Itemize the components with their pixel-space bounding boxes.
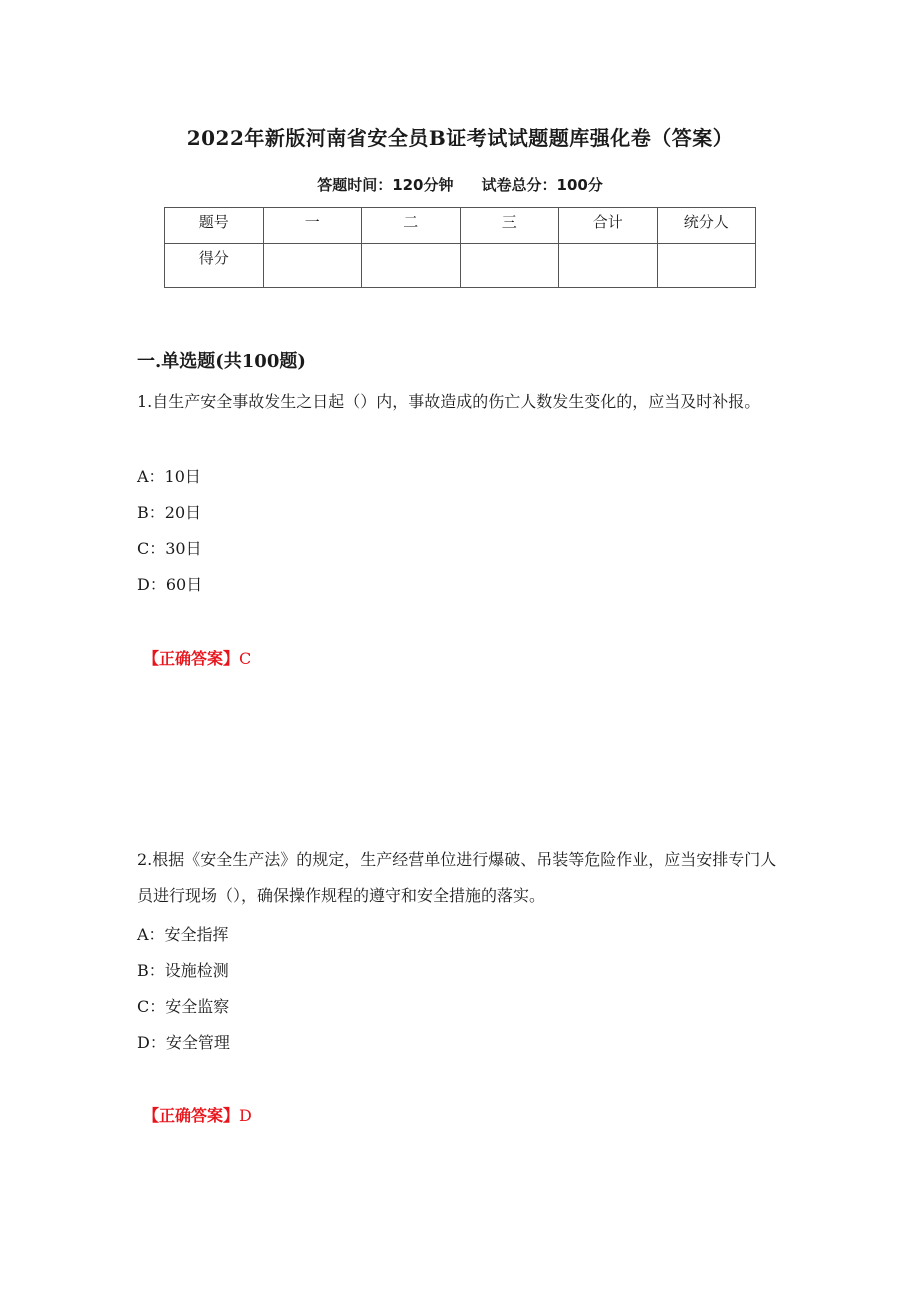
header-cell: 合计 [559,208,658,244]
answer-value: C [239,649,252,668]
correct-answer [143,646,251,669]
score-cell [362,244,461,288]
score-table-header-row [165,208,756,244]
score-cell [657,244,756,288]
header-cell: 统分人 [657,208,756,244]
exam-total-score: 试卷总分：100分 [481,176,603,194]
document-title: 2022年新版河南省安全员B证考试试题题库强化卷（答案） [186,126,734,150]
score-table [164,207,756,288]
header-cell: 题号 [165,208,264,244]
option-a: A：10日 [137,467,201,486]
exam-time: 答题时间：120分钟 [317,176,454,194]
question-stem: 2.根据《安全生产法》的规定，生产经营单位进行爆破、吊装等危险作业，应当安排专门人员进行现场（），确保操作规程的遵守和安全措施的落实。 [137,850,777,905]
exam-info [0,174,920,195]
header-cell: 一 [263,208,362,244]
answer-label: 【正确答案】 [143,1106,240,1125]
score-cell [263,244,362,288]
correct-answer [143,1103,252,1126]
option-d: D：安全管理 [137,1033,230,1052]
header-cell: 二 [362,208,461,244]
option-b: B：设施检测 [137,961,229,980]
option-c: C：安全监察 [137,997,230,1016]
answer-label: 【正确答案】 [143,649,240,668]
answer-value: D [239,1106,252,1125]
score-cell [559,244,658,288]
section-heading: 一.单选题(共100题) [137,351,306,372]
row-label-cell: 得分 [165,244,264,288]
score-cell [460,244,559,288]
option-d: D：60日 [137,575,203,594]
option-c: C：30日 [137,539,202,558]
question-stem: 1.自生产安全事故发生之日起（）内，事故造成的伤亡人数发生变化的，应当及时补报。 [137,392,761,411]
score-table-score-row [165,244,756,288]
header-cell: 三 [460,208,559,244]
option-b: B：20日 [137,503,202,522]
option-a: A：安全指挥 [137,925,229,944]
